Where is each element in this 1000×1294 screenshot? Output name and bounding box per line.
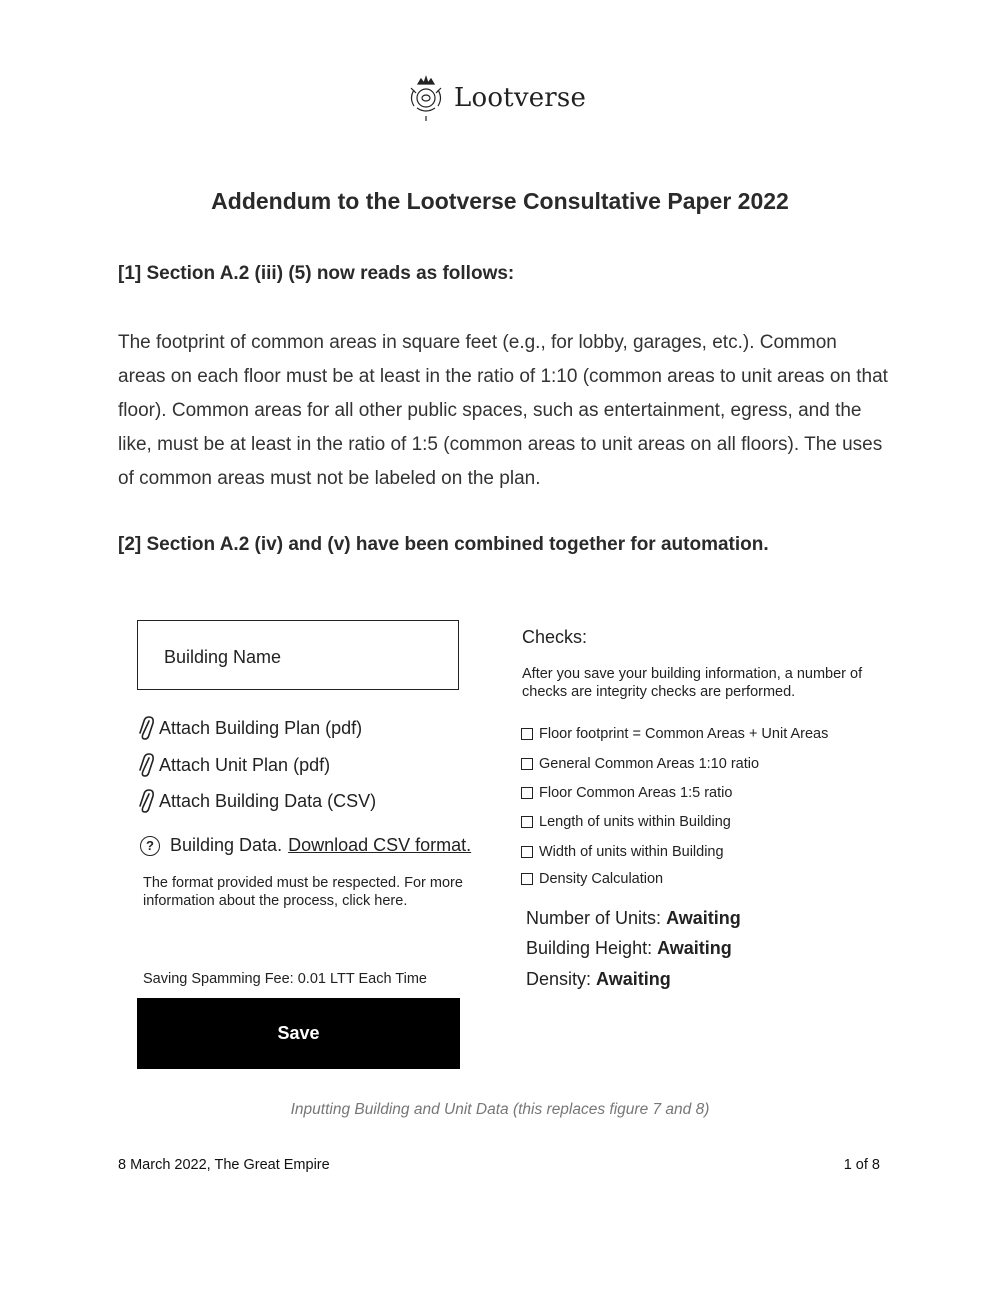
building-data-help-text: Building Data. — [170, 835, 283, 855]
check-item[interactable] — [521, 869, 663, 889]
stat-label: Density: — [526, 969, 592, 989]
section1-body: The footprint of common areas in square feet (e.g., for lobby, garages, etc.). Common areas on each floor must be at least in the ratio of 1:10 (common areas to unit areas on that floor). Common areas for all other public spaces, such as entertainment, egress, and the like, must be at least in the ratio of 1:5 (common areas to unit areas on all floors). The uses of common areas must not be labeled on the plan. — [118, 332, 888, 489]
check-item-label: Floor Common Areas 1:5 ratio — [539, 785, 733, 801]
stat-value: Awaiting — [657, 938, 732, 958]
paperclip-icon — [137, 752, 155, 778]
stat-number-of-units — [526, 908, 741, 929]
footer-date-place: 8 March 2022, The Great Empire — [118, 1157, 330, 1173]
document-title: Addendum to the Lootverse Consultative Paper 2022 — [211, 188, 789, 214]
attach-building-data-label: Attach Building Data (CSV) — [159, 790, 377, 811]
building-data-help — [140, 835, 471, 856]
check-item[interactable] — [521, 812, 731, 832]
checkbox[interactable] — [521, 846, 533, 858]
check-item-label: General Common Areas 1:10 ratio — [539, 756, 760, 772]
check-item[interactable] — [521, 842, 724, 862]
checkbox[interactable] — [521, 758, 533, 770]
attach-building-plan-button[interactable] — [137, 714, 362, 742]
stat-building-height — [526, 938, 732, 959]
stat-label: Building Height: — [526, 938, 653, 958]
crest-icon — [406, 74, 446, 124]
section1-heading: [1] Section A.2 (iii) (5) now reads as follows: — [118, 263, 515, 284]
checkbox[interactable] — [521, 873, 533, 885]
paperclip-icon — [137, 788, 155, 814]
lootverse-logo — [406, 74, 596, 124]
section2-heading: [2] Section A.2 (iv) and (v) have been combined together for automation. — [118, 534, 769, 555]
building-name-input[interactable] — [137, 620, 459, 690]
checks-intro: After you save your building information, a number of checks are integrity checks are performed. — [522, 666, 863, 700]
stat-density — [526, 969, 671, 990]
check-item[interactable] — [521, 783, 732, 803]
attach-unit-plan-button[interactable] — [137, 751, 330, 779]
checkbox[interactable] — [521, 728, 533, 740]
download-csv-link[interactable]: Download CSV format. — [288, 835, 472, 855]
paperclip-icon — [137, 715, 155, 741]
attach-building-plan-label: Attach Building Plan (pdf) — [159, 717, 363, 738]
check-item-label: Length of units within Building — [539, 814, 731, 830]
spamming-fee-note: Saving Spamming Fee: 0.01 LTT Each Time — [143, 971, 427, 987]
attach-unit-plan-label: Attach Unit Plan (pdf) — [159, 754, 331, 775]
stat-value: Awaiting — [596, 969, 671, 989]
building-name-placeholder: Building Name — [164, 647, 282, 667]
check-item[interactable] — [521, 754, 759, 774]
figure-caption: Inputting Building and Unit Data (this replaces figure 7 and 8) — [290, 1101, 710, 1118]
check-item-label: Density Calculation — [539, 871, 664, 887]
stat-label: Number of Units: — [526, 908, 662, 928]
save-button[interactable]: Save — [137, 998, 460, 1069]
footer-page-number: 1 of 8 — [843, 1157, 880, 1173]
question-icon[interactable]: ? — [140, 836, 160, 856]
logo-wordmark: Lootverse — [454, 83, 587, 113]
format-note: The format provided must be respected. For more information about the process, click here. — [143, 875, 463, 909]
stat-value: Awaiting — [666, 908, 741, 928]
check-item-label: Floor footprint = Common Areas + Unit Areas — [539, 726, 829, 742]
check-item[interactable] — [521, 724, 828, 744]
checkbox[interactable] — [521, 816, 533, 828]
checkbox[interactable] — [521, 787, 533, 799]
check-item-label: Width of units within Building — [539, 844, 724, 860]
checks-title: Checks: — [522, 627, 588, 647]
attach-building-data-button[interactable] — [137, 787, 376, 815]
